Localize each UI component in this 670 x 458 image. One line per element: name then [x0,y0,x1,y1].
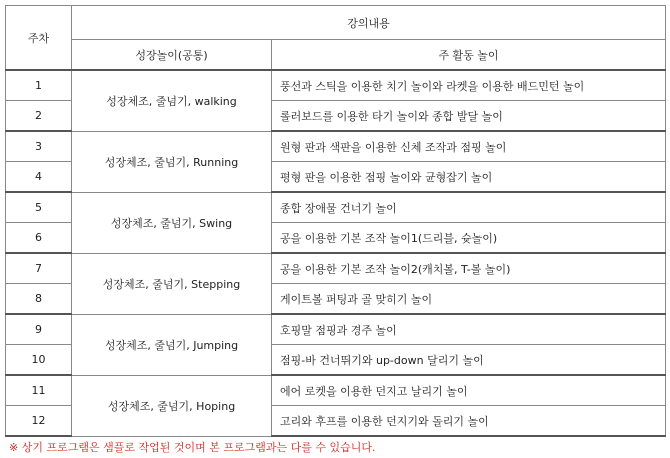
week-cell: 10 [6,345,72,376]
activity-cell: 에어 로켓을 이용한 던지고 날리기 놀이 [272,375,666,406]
week-header: 주차 [6,6,72,71]
growth-play-cell: 성장체조, 줄넘기, Hoping [72,375,272,436]
growth-play-cell: 성장체조, 줄넘기, Stepping [72,253,272,314]
week-cell: 8 [6,284,72,315]
activity-cell: 호핑말 점핑과 경주 놀이 [272,314,666,345]
week-cell: 12 [6,406,72,437]
week-cell: 7 [6,253,72,284]
activity-cell: 점핑-바 건너뛰기와 up-down 달리기 놀이 [272,345,666,376]
curriculum-table [5,5,666,437]
week-cell: 9 [6,314,72,345]
footnote: ※ 상기 프로그램은 샘플로 작업된 것이며 본 프로그램과는 다를 수 있습니다. [9,441,376,454]
activity-cell: 원형 판과 색판을 이용한 신체 조작과 점핑 놀이 [272,131,666,162]
lecture-header: 강의내용 [72,6,666,40]
table-row [6,192,666,223]
week-cell: 3 [6,131,72,162]
table-row [6,131,666,162]
activity-cell: 평형 판을 이용한 점핑 놀이와 균형잡기 놀이 [272,162,666,193]
growth-play-cell: 성장체조, 줄넘기, Swing [72,192,272,253]
activity-cell: 롤러보드를 이용한 타기 놀이와 종합 발달 놀이 [272,101,666,132]
week-cell: 11 [6,375,72,406]
table-row [6,70,666,101]
table-row [6,314,666,345]
week-cell: 1 [6,70,72,101]
table-row [6,253,666,284]
growth-play-cell: 성장체조, 줄넘기, Running [72,131,272,192]
week-cell: 6 [6,223,72,254]
activity-cell: 종합 장애물 건너기 놀이 [272,192,666,223]
week-cell: 4 [6,162,72,193]
main-activity-header: 주 활동 놀이 [272,40,666,71]
growth-play-header: 성장놀이(공통) [72,40,272,71]
activity-cell: 고리와 후프를 이용한 던지기와 돌리기 놀이 [272,406,666,437]
growth-play-cell: 성장체조, 줄넘기, walking [72,70,272,131]
activity-cell: 풍선과 스틱을 이용한 치기 놀이와 라켓을 이용한 배드민턴 놀이 [272,70,666,101]
growth-play-cell: 성장체조, 줄넘기, Jumping [72,314,272,375]
activity-cell: 공을 이용한 기본 조작 놀이1(드리블, 슛놀이) [272,223,666,254]
activity-cell: 게이트볼 퍼팅과 골 맞히기 놀이 [272,284,666,315]
activity-cell: 공을 이용한 기본 조작 놀이2(캐치볼, T-볼 놀이) [272,253,666,284]
table-row [6,375,666,406]
week-cell: 2 [6,101,72,132]
week-cell: 5 [6,192,72,223]
